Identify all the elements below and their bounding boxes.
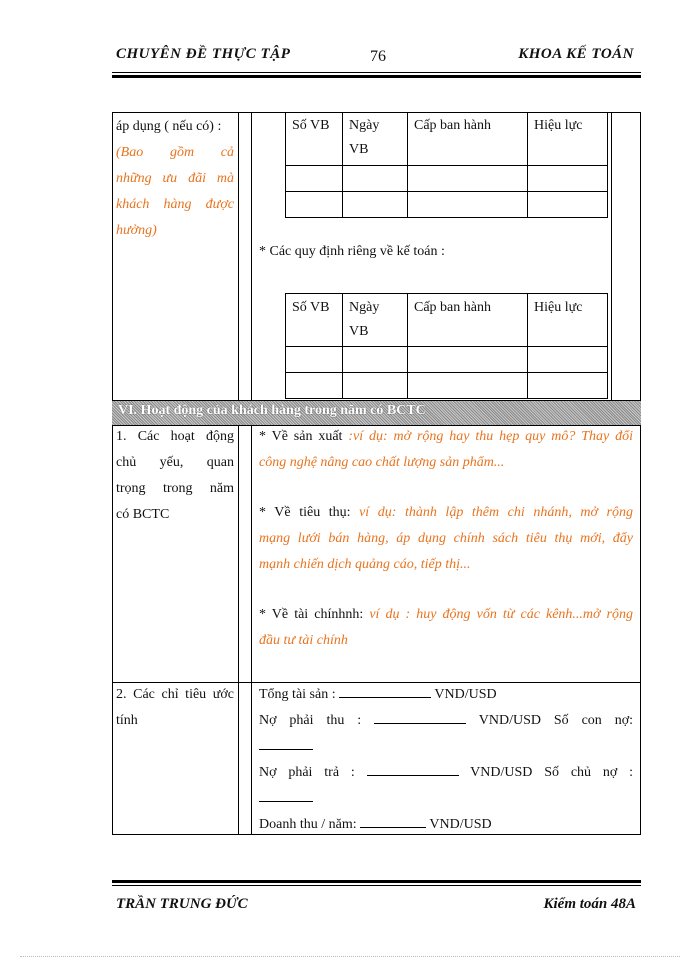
special-rules-label: * Các quy định riêng về kế toán : (259, 244, 445, 259)
page-edge-dotted (20, 956, 680, 957)
col-ngay-vb: Ngày VB (343, 112, 408, 165)
accounting-rules-table (285, 293, 608, 399)
footer-rule-thin (112, 885, 641, 886)
documents-table (285, 112, 608, 218)
debtor-count-blank[interactable] (259, 735, 313, 750)
col-cap-ban-hanh: Cấp ban hành (408, 112, 528, 165)
applied-label: áp dụng ( nếu có) : (Bao gồm cả những ưu đãi mà khách hàng được hưởng) (116, 119, 234, 238)
estimates-content (259, 682, 633, 838)
header-department: KHOA KẾ TOÁN (518, 46, 634, 62)
receivables-blank[interactable] (374, 709, 466, 724)
activities-label: 1. Các hoạt động chủ yếu, quan trọng trong năm có BCTC (116, 429, 234, 522)
page-number: 76 (370, 48, 386, 65)
col-hieu-luc: Hiệu lực (528, 112, 608, 165)
section-heading: VI. Hoạt động của khách hàng trong năm có BCTC (112, 400, 641, 426)
creditor-count-blank[interactable] (259, 787, 313, 802)
receivables-line: Nợ phải thu : VND/USD Số con nợ: (259, 708, 633, 734)
payables-blank[interactable] (367, 761, 459, 776)
col-so-vb: Số VB (286, 294, 343, 347)
footer-rule-thick (112, 880, 641, 883)
col-ngay-vb: Ngày VB (343, 294, 408, 347)
finance-line: * Về tài chínhnh: ví dụ : huy động vốn từ các kênh...mở rộng (259, 607, 634, 622)
footer-author: TRẦN TRUNG ĐỨC (116, 896, 248, 912)
payables-line: Nợ phải trả : VND/USD Số chủ nợ : (259, 760, 633, 786)
col-cap-ban-hanh: Cấp ban hành (408, 294, 528, 347)
header-rule-thick (112, 75, 641, 78)
consumption-line: * Về tiêu thụ: ví dụ: thành lập thêm chi nhánh, mở rộng (259, 505, 633, 520)
total-assets-line: Tổng tài sản : VND/USD (259, 682, 633, 708)
revenue-line: Doanh thu / năm: VND/USD (259, 812, 633, 838)
col-hieu-luc: Hiệu lực (528, 294, 608, 347)
footer-class: Kiểm toán 48A (543, 896, 636, 912)
header-rule-thin (112, 72, 641, 73)
total-assets-blank[interactable] (339, 683, 431, 698)
col-so-vb: Số VB (286, 112, 343, 165)
estimates-label: 2. Các chỉ tiêu ước tính (116, 687, 234, 728)
header-title: CHUYÊN ĐỀ THỰC TẬP (116, 46, 291, 62)
production-line: * Về sản xuất :ví dụ: mở rộng hay thu hẹp quy mô? Thay đổi (259, 429, 634, 444)
revenue-blank[interactable] (360, 813, 426, 828)
activities-content: * Về sản xuất :ví dụ: mở rộng hay thu hẹp quy mô? Thay đổi công nghệ nâng cao chất lượng sản phẩm... * Về tiêu thụ: ví dụ: thành lập thêm chi nhánh, mở rộng mạng lưới bán hàng, áp dụng chính sách tiêu thụ mới, đẩy mạnh chiến dịch quảng cáo, tiếp thị... * Về tài chínhnh: ví dụ : huy động vốn từ các kênh...mở rộng đầu tư tài chính (259, 424, 633, 654)
